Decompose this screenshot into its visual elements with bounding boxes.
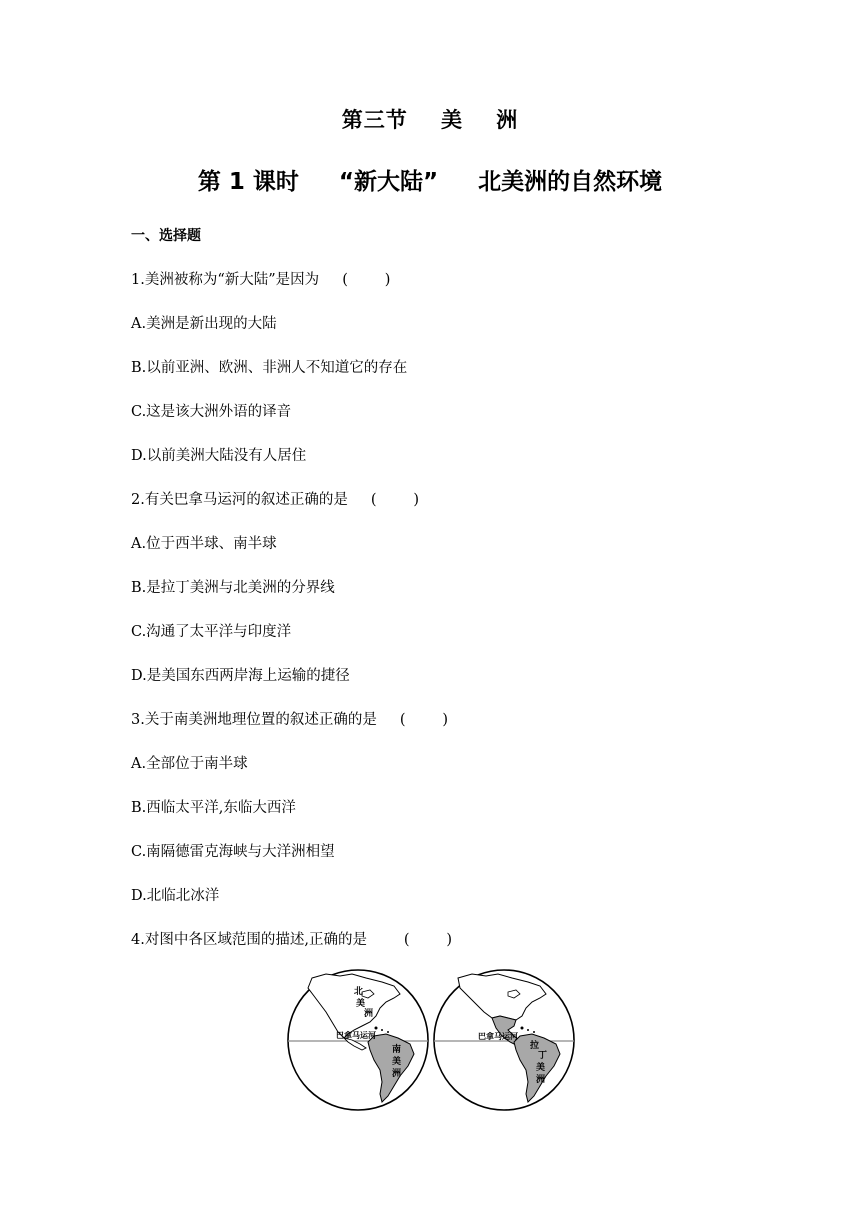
question-1-option-a: A.美洲是新出现的大陆: [131, 316, 277, 332]
question-1-option-c: C.这是该大洲外语的译音: [131, 404, 292, 420]
question-2-option-a: A.位于西半球、南半球: [131, 536, 277, 552]
question-2-option-c: C.沟通了太平洋与印度洋: [131, 624, 292, 640]
right-latin-label-1: 拉: [530, 1041, 540, 1051]
question-1-option-d: D.以前美洲大陆没有人居住: [131, 448, 307, 464]
left-globe: [288, 970, 428, 1110]
right-latin-label-2: 丁: [538, 1051, 548, 1061]
question-3-stem: 3.关于南美洲地理位置的叙述正确的是 ( ): [131, 712, 449, 728]
left-canal-label: 巴拿马运河: [336, 1031, 376, 1040]
left-north-label-1: 北: [354, 987, 364, 997]
question-2-option-d: D.是美国东西两岸海上运输的捷径: [131, 668, 350, 684]
question-4-stem: 4.对图中各区域范围的描述,正确的是 ( ): [131, 932, 453, 948]
left-south-label-2: 美: [392, 1057, 402, 1067]
question-1-option-b: B.以前亚洲、欧洲、非洲人不知道它的存在: [131, 360, 408, 376]
left-south-label-3: 洲: [392, 1069, 402, 1079]
section-heading: 一、选择题: [131, 228, 201, 244]
right-latin-label-3: 美: [536, 1063, 546, 1073]
page-title: 第三节 美 洲: [341, 108, 519, 132]
right-globe: [434, 970, 574, 1110]
question-1-stem: 1.美洲被称为“新大陆”是因为 ( ): [131, 272, 391, 288]
left-north-label-2: 美: [356, 999, 366, 1009]
question-2-option-b: B.是拉丁美洲与北美洲的分界线: [131, 580, 335, 596]
question-3-option-d: D.北临北冰洋: [131, 888, 220, 904]
question-3-option-b: B.西临太平洋,东临大西洋: [131, 800, 296, 816]
question-2-stem: 2.有关巴拿马运河的叙述正确的是 ( ): [131, 492, 420, 508]
question-3-option-c: C.南隔德雷克海峡与大洋洲相望: [131, 844, 335, 860]
left-north-label-3: 洲: [364, 1009, 374, 1019]
question-3-option-a: A.全部位于南半球: [131, 756, 248, 772]
americas-globes-figure: [282, 964, 582, 1114]
left-south-label-1: 南: [392, 1045, 402, 1055]
right-latin-label-4: 洲: [536, 1075, 546, 1085]
right-canal-label: 巴拿马运河: [478, 1032, 518, 1041]
lesson-subtitle: 第 1 课时 “新大陆” 北美洲的自然环境: [197, 169, 663, 195]
